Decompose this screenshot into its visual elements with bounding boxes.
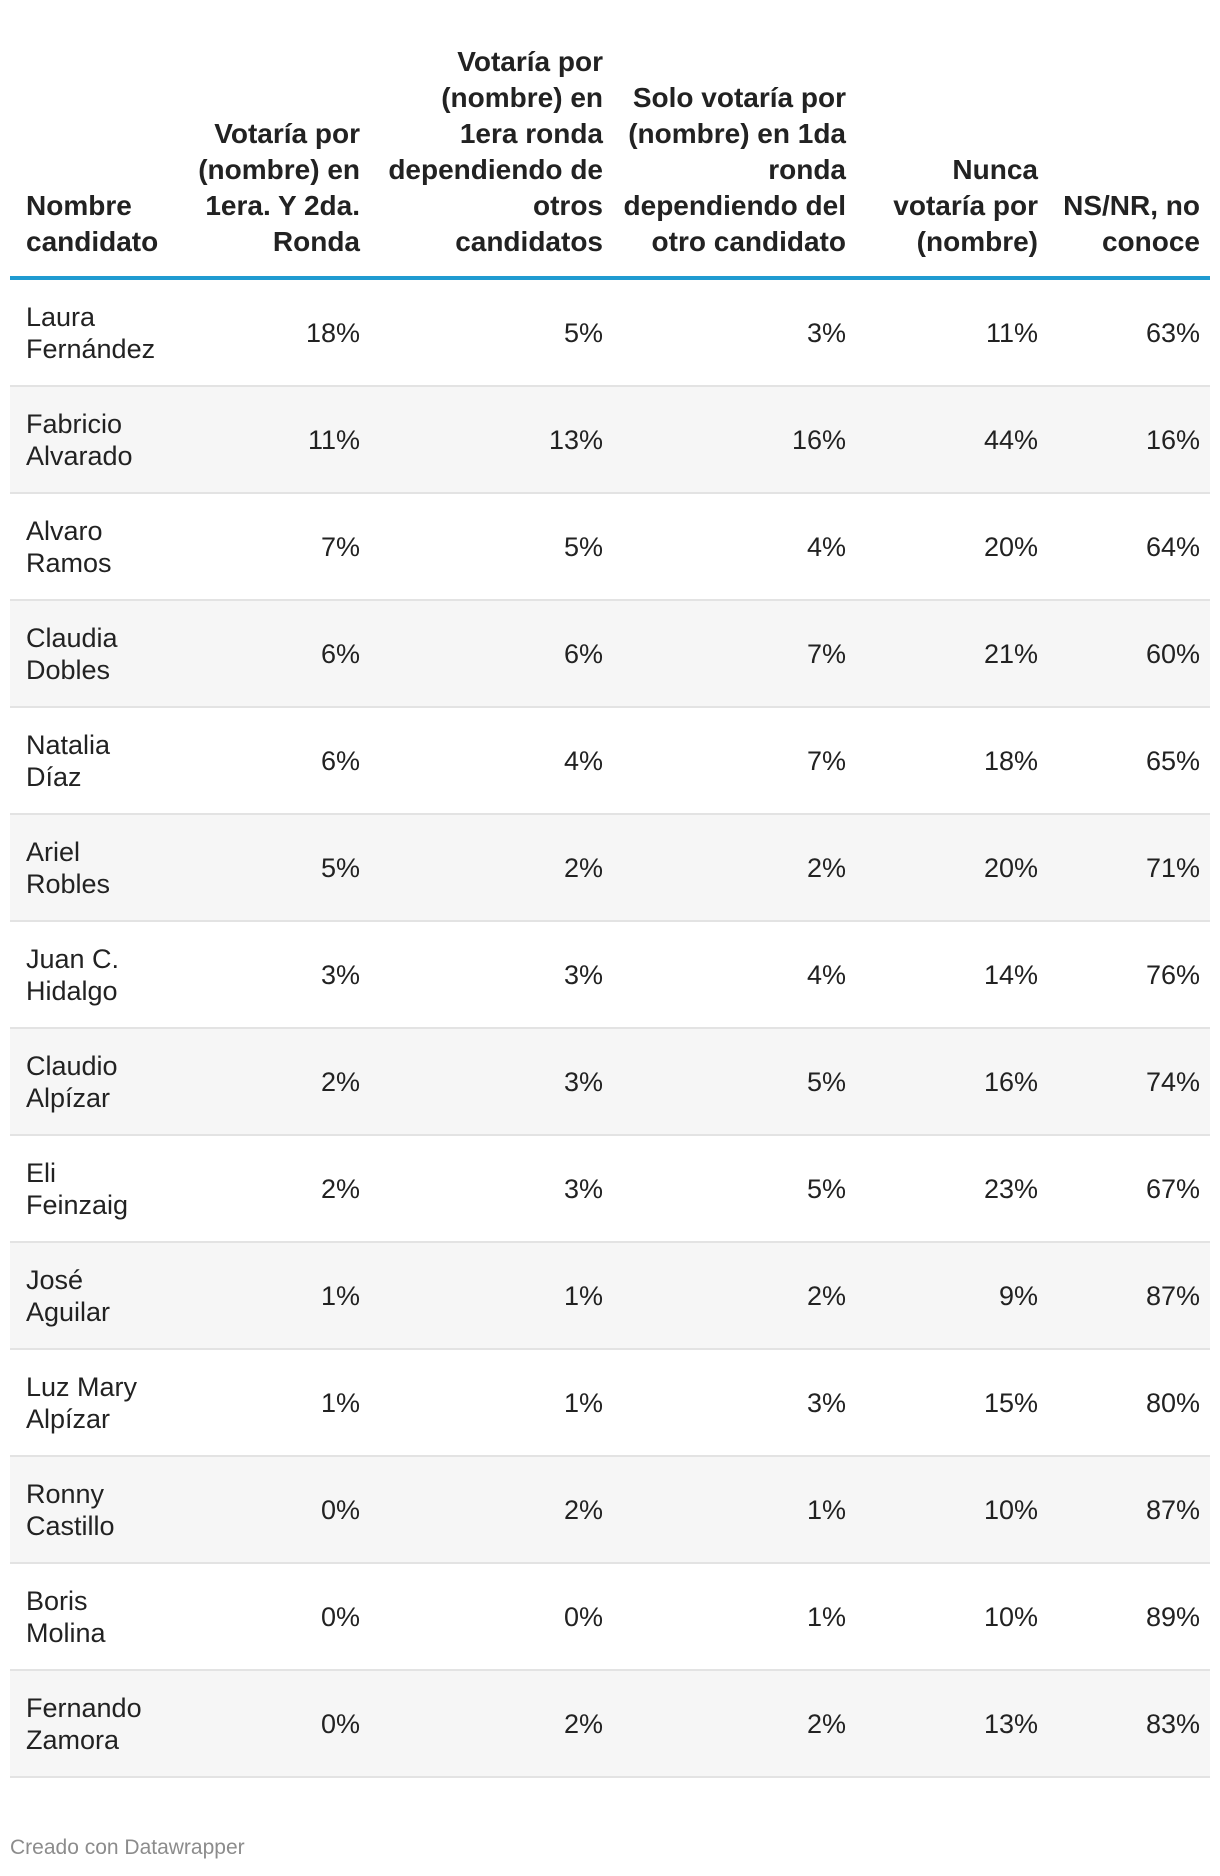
value-cell-1st-round-depending: 3% xyxy=(370,1028,613,1135)
value-cell-never: 20% xyxy=(856,814,1048,921)
value-cell-nsnr: 83% xyxy=(1048,1670,1210,1777)
candidate-name-cell: Boris Molina xyxy=(10,1563,175,1670)
value-cell-1st-2nd-round: 18% xyxy=(175,278,370,386)
value-cell-never: 20% xyxy=(856,493,1048,600)
value-cell-only-1st-round: 5% xyxy=(613,1028,856,1135)
value-cell-1st-round-depending: 0% xyxy=(370,1563,613,1670)
value-cell-nsnr: 67% xyxy=(1048,1135,1210,1242)
table-row xyxy=(10,1456,1210,1563)
value-cell-only-1st-round: 2% xyxy=(613,1242,856,1349)
value-cell-nsnr: 60% xyxy=(1048,600,1210,707)
value-cell-1st-round-depending: 3% xyxy=(370,921,613,1028)
table-row xyxy=(10,1563,1210,1670)
value-cell-nsnr: 74% xyxy=(1048,1028,1210,1135)
table-row xyxy=(10,1670,1210,1777)
candidate-name-cell: Luz Mary Alpízar xyxy=(10,1349,175,1456)
header-row xyxy=(10,0,1210,278)
table-row xyxy=(10,1135,1210,1242)
table-container xyxy=(10,0,1210,1778)
table-body xyxy=(10,278,1210,1777)
value-cell-never: 18% xyxy=(856,707,1048,814)
value-cell-only-1st-round: 2% xyxy=(613,1670,856,1777)
value-cell-nsnr: 76% xyxy=(1048,921,1210,1028)
value-cell-never: 14% xyxy=(856,921,1048,1028)
table-row xyxy=(10,814,1210,921)
column-header-only-1st-round[interactable]: Solo votaría por (nombre) en 1da ronda dependiendo del otro candidato xyxy=(613,0,856,278)
table-row xyxy=(10,921,1210,1028)
value-cell-never: 11% xyxy=(856,278,1048,386)
value-cell-only-1st-round: 7% xyxy=(613,600,856,707)
candidates-table xyxy=(10,0,1210,1778)
value-cell-1st-2nd-round: 3% xyxy=(175,921,370,1028)
value-cell-1st-round-depending: 2% xyxy=(370,1670,613,1777)
value-cell-1st-2nd-round: 5% xyxy=(175,814,370,921)
value-cell-nsnr: 89% xyxy=(1048,1563,1210,1670)
value-cell-1st-round-depending: 5% xyxy=(370,278,613,386)
candidate-name-cell: Juan C. Hidalgo xyxy=(10,921,175,1028)
candidate-name-cell: Ronny Castillo xyxy=(10,1456,175,1563)
table-row xyxy=(10,600,1210,707)
table-row xyxy=(10,493,1210,600)
value-cell-only-1st-round: 5% xyxy=(613,1135,856,1242)
value-cell-never: 10% xyxy=(856,1563,1048,1670)
table-row xyxy=(10,1242,1210,1349)
value-cell-1st-round-depending: 2% xyxy=(370,1456,613,1563)
value-cell-1st-round-depending: 1% xyxy=(370,1242,613,1349)
value-cell-nsnr: 71% xyxy=(1048,814,1210,921)
value-cell-never: 16% xyxy=(856,1028,1048,1135)
value-cell-1st-2nd-round: 7% xyxy=(175,493,370,600)
value-cell-only-1st-round: 7% xyxy=(613,707,856,814)
value-cell-1st-round-depending: 5% xyxy=(370,493,613,600)
value-cell-1st-round-depending: 13% xyxy=(370,386,613,493)
value-cell-nsnr: 80% xyxy=(1048,1349,1210,1456)
candidate-name-cell: Natalia Díaz xyxy=(10,707,175,814)
value-cell-only-1st-round: 3% xyxy=(613,1349,856,1456)
table-row xyxy=(10,278,1210,386)
value-cell-only-1st-round: 1% xyxy=(613,1563,856,1670)
value-cell-only-1st-round: 1% xyxy=(613,1456,856,1563)
value-cell-1st-2nd-round: 0% xyxy=(175,1456,370,1563)
value-cell-never: 21% xyxy=(856,600,1048,707)
value-cell-nsnr: 16% xyxy=(1048,386,1210,493)
value-cell-only-1st-round: 2% xyxy=(613,814,856,921)
candidate-name-cell: Claudio Alpízar xyxy=(10,1028,175,1135)
column-header-candidate[interactable]: Nombre candidato xyxy=(10,0,175,278)
value-cell-never: 10% xyxy=(856,1456,1048,1563)
candidate-name-cell: Alvaro Ramos xyxy=(10,493,175,600)
value-cell-only-1st-round: 4% xyxy=(613,493,856,600)
candidate-name-cell: Fernando Zamora xyxy=(10,1670,175,1777)
value-cell-1st-2nd-round: 6% xyxy=(175,707,370,814)
value-cell-1st-2nd-round: 0% xyxy=(175,1563,370,1670)
candidate-name-cell: Ariel Robles xyxy=(10,814,175,921)
value-cell-nsnr: 63% xyxy=(1048,278,1210,386)
candidate-name-cell: Laura Fernández xyxy=(10,278,175,386)
value-cell-nsnr: 87% xyxy=(1048,1242,1210,1349)
table-row xyxy=(10,1028,1210,1135)
value-cell-1st-2nd-round: 11% xyxy=(175,386,370,493)
value-cell-1st-2nd-round: 2% xyxy=(175,1135,370,1242)
value-cell-never: 9% xyxy=(856,1242,1048,1349)
candidate-name-cell: Eli Feinzaig xyxy=(10,1135,175,1242)
value-cell-nsnr: 87% xyxy=(1048,1456,1210,1563)
value-cell-only-1st-round: 16% xyxy=(613,386,856,493)
table-row xyxy=(10,707,1210,814)
value-cell-1st-2nd-round: 2% xyxy=(175,1028,370,1135)
value-cell-only-1st-round: 4% xyxy=(613,921,856,1028)
column-header-nsnr[interactable]: NS/NR, no conoce xyxy=(1048,0,1210,278)
value-cell-only-1st-round: 3% xyxy=(613,278,856,386)
value-cell-never: 13% xyxy=(856,1670,1048,1777)
candidate-name-cell: Claudia Dobles xyxy=(10,600,175,707)
value-cell-never: 44% xyxy=(856,386,1048,493)
value-cell-nsnr: 64% xyxy=(1048,493,1210,600)
table-row xyxy=(10,1349,1210,1456)
column-header-1st-round-depending[interactable]: Votaría por (nombre) en 1era ronda dependiendo de otros candidatos xyxy=(370,0,613,278)
column-header-never[interactable]: Nunca votaría por (nombre) xyxy=(856,0,1048,278)
value-cell-1st-2nd-round: 0% xyxy=(175,1670,370,1777)
credit-footer: Creado con Datawrapper xyxy=(10,1836,245,1859)
value-cell-1st-round-depending: 4% xyxy=(370,707,613,814)
candidate-name-cell: José Aguilar xyxy=(10,1242,175,1349)
value-cell-1st-round-depending: 1% xyxy=(370,1349,613,1456)
column-header-1st-2nd-round[interactable]: Votaría por (nombre) en 1era. Y 2da. Ronda xyxy=(175,0,370,278)
value-cell-1st-round-depending: 2% xyxy=(370,814,613,921)
candidate-name-cell: Fabricio Alvarado xyxy=(10,386,175,493)
value-cell-1st-round-depending: 6% xyxy=(370,600,613,707)
value-cell-never: 23% xyxy=(856,1135,1048,1242)
value-cell-1st-2nd-round: 1% xyxy=(175,1242,370,1349)
value-cell-1st-2nd-round: 1% xyxy=(175,1349,370,1456)
value-cell-1st-2nd-round: 6% xyxy=(175,600,370,707)
value-cell-1st-round-depending: 3% xyxy=(370,1135,613,1242)
value-cell-never: 15% xyxy=(856,1349,1048,1456)
table-row xyxy=(10,386,1210,493)
value-cell-nsnr: 65% xyxy=(1048,707,1210,814)
